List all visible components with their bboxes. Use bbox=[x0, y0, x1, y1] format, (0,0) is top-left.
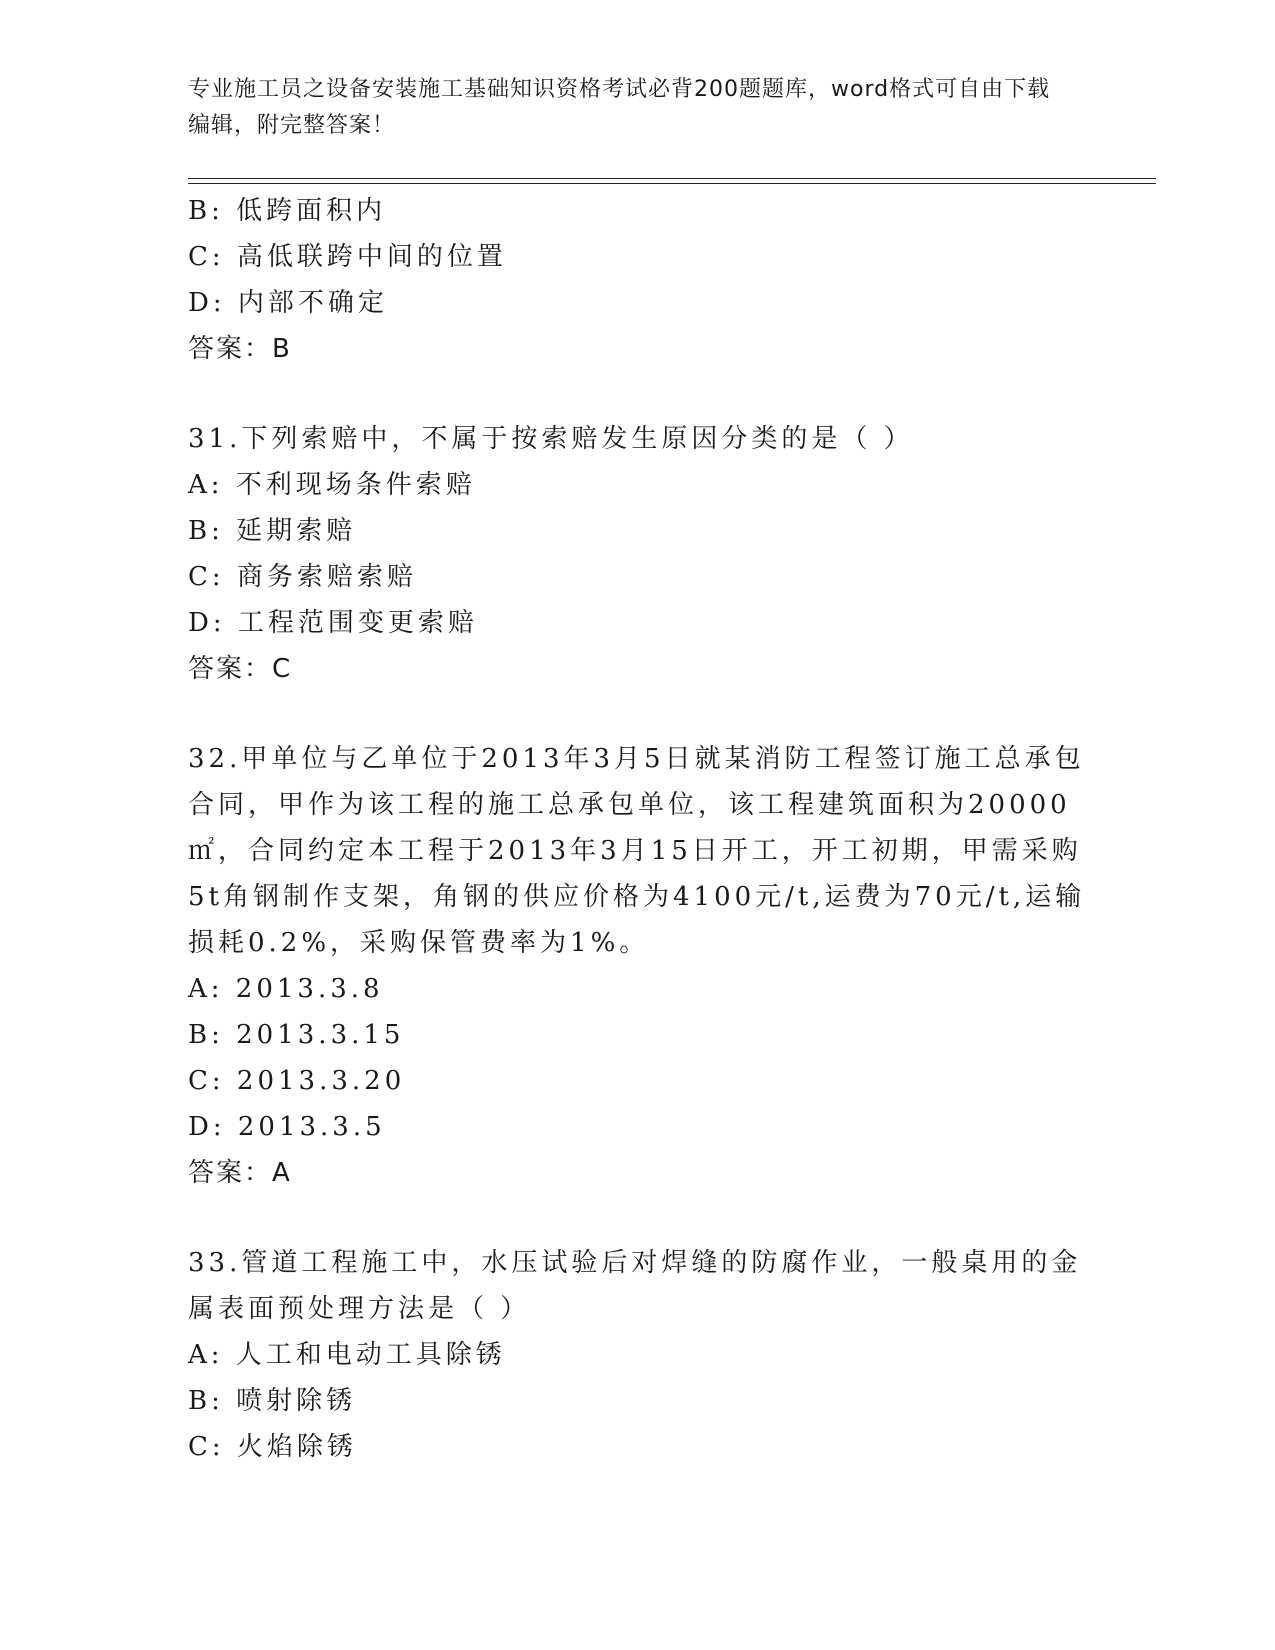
option-a: A: 不利现场条件索赔 bbox=[188, 470, 476, 500]
option-b: B: 延期索赔 bbox=[188, 516, 357, 546]
option-a: A: 人工和电动工具除锈 bbox=[188, 1340, 506, 1370]
option-d: D: 工程范围变更索赔 bbox=[188, 608, 478, 638]
answer-line: 答案：C bbox=[188, 654, 293, 684]
question-32-block bbox=[188, 736, 1088, 1196]
answer-line: 答案：A bbox=[188, 1158, 292, 1188]
option-d: D: 内部不确定 bbox=[188, 288, 388, 318]
header-divider-top bbox=[188, 178, 1156, 179]
option-c: C: 高低联跨中间的位置 bbox=[188, 242, 507, 272]
question-stem: 32.甲单位与乙单位于2013年3月5日就某消防工程签订施工总承包合同，甲作为该工程的施工总承包单位，该工程建筑面积为20000㎡，合同约定本工程于2013年3月15日开工，开工初期，甲需采购5t角钢制作支架，角钢的供应价格为4100元/t,运费为70元/t,运输损耗0.2%，采购保管费率为1%。 bbox=[188, 744, 1086, 958]
option-c: C: 商务索赔索赔 bbox=[188, 562, 417, 592]
document-header bbox=[188, 72, 1068, 144]
option-c: C: 2013.3.20 bbox=[188, 1066, 406, 1096]
question-stem: 33.管道工程施工中，水压试验后对焊缝的防腐作业，一般桌用的金属表面预处理方法是（ ） bbox=[188, 1248, 1082, 1324]
question-33-block bbox=[188, 1240, 1088, 1470]
option-a: A: 2013.3.8 bbox=[188, 974, 384, 1004]
option-b: B: 喷射除锈 bbox=[188, 1386, 357, 1416]
document-body bbox=[188, 188, 1088, 1470]
prev-question-block bbox=[188, 188, 1088, 372]
answer-line: 答案：B bbox=[188, 334, 292, 364]
option-b: B: 2013.3.15 bbox=[188, 1020, 405, 1050]
question-31-block bbox=[188, 416, 1088, 692]
header-divider-bottom bbox=[188, 183, 1156, 184]
header-text: 专业施工员之设备安装施工基础知识资格考试必背200题题库，word格式可自由下载编辑，附完整答案！ bbox=[188, 77, 1051, 138]
question-stem: 31.下列索赔中，不属于按索赔发生原因分类的是（ ） bbox=[188, 424, 914, 454]
option-d: D: 2013.3.5 bbox=[188, 1112, 386, 1142]
option-b: B: 低跨面积内 bbox=[188, 196, 387, 226]
option-c: C: 火焰除锈 bbox=[188, 1432, 357, 1462]
